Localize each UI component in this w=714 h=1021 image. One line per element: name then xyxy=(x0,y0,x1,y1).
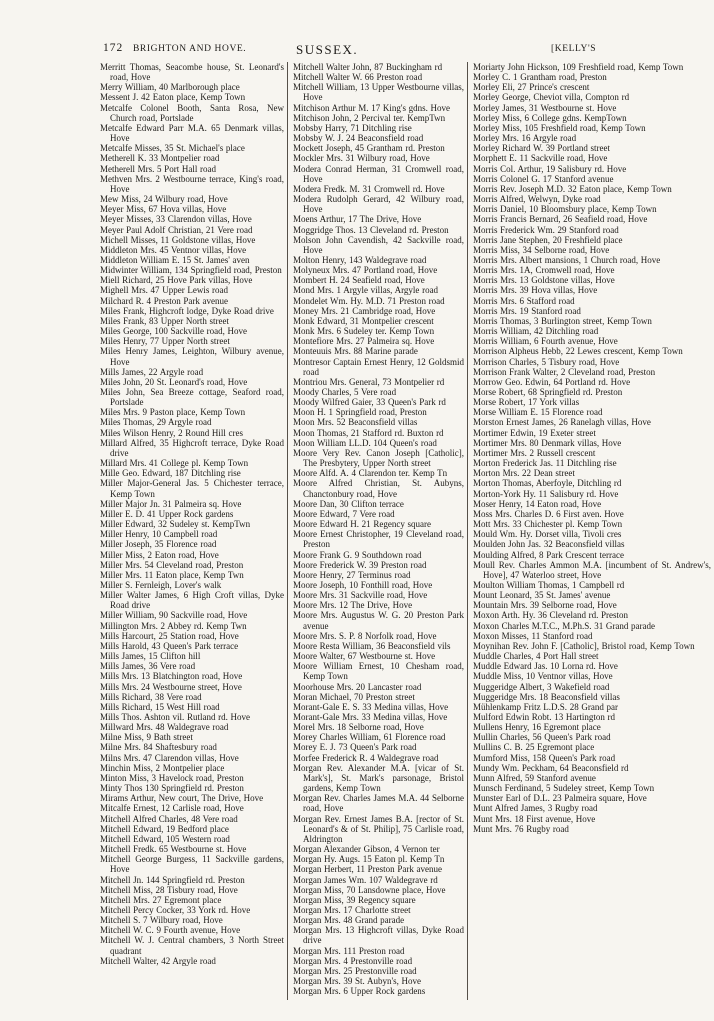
directory-entry: Moggridge Thos. 13 Cleveland rd. Preston xyxy=(293,224,449,235)
running-head xyxy=(0,42,714,62)
directory-entry: Moulden John Jas. 32 Beaconsfield villas xyxy=(473,539,625,550)
directory-entry: Miller Edward, 32 Sudeley st. KempTwn xyxy=(100,519,251,530)
directory-entry: Mitchell Mrs. 27 Egremont place xyxy=(100,894,222,905)
directory-entry: Morris Mrs. 13 Goldstone villas, Hove xyxy=(473,275,615,286)
directory-entry: Morley James, 31 Westbourne st. Hove xyxy=(473,102,617,113)
directory-entry: Meyer Misses, 33 Clarendon villas, Hove xyxy=(100,214,252,225)
directory-entry: Morey Charles William, 61 Florence road xyxy=(293,732,446,743)
directory-entry: Mighell Mrs. 47 Upper Lewis road xyxy=(100,285,228,296)
directory-entry: Moran Michael, 70 Preston street xyxy=(293,691,415,702)
directory-entry: Mitchison Arthur M. 17 King's gdns. Hove xyxy=(293,102,451,113)
directory-entry: Mills James, 22 Argyle road xyxy=(100,366,204,377)
directory-entry: Mond Mrs. 1 Argyle villas, Argyle road xyxy=(293,285,439,296)
directory-entry: Moore Frank G. 9 Southdown road xyxy=(293,549,422,560)
directory-entry: Mills Mrs. 13 Blatchington road, Hove xyxy=(100,671,243,682)
directory-entry: Moore Mrs. S. P. 8 Norfolk road, Hove xyxy=(293,630,437,641)
directory-entry: Monk Mrs. 6 Sudeley ter. Kemp Town xyxy=(293,326,435,337)
directory-entry: Milne Miss, 9 Bath street xyxy=(100,732,193,743)
directory-entry: Morton-York Hy. 11 Salisbury rd. Hove xyxy=(473,488,619,499)
directory-entry: Morrison Frank Walter, 2 Cleveland road, Preston xyxy=(473,366,656,377)
directory-entry: Mitchell Walter John, 87 Buckingham rd xyxy=(293,62,443,72)
directory-entry: Miles Frank, 83 Upper North street xyxy=(100,315,229,326)
directory-entry: Morse Robert, 68 Springfield rd. Preston xyxy=(473,387,623,397)
directory-entry: Moore Resta William, 36 Beaconsfield vils xyxy=(293,640,451,651)
directory-entry: Michell Misses, 11 Goldstone villas, Hove xyxy=(100,234,256,245)
directory-entry: Morley George, Cheviot villa, Compton rd xyxy=(473,92,630,103)
directory-entry: Methven Mrs. 2 Westbourne terrace, King's road, Hove xyxy=(100,173,284,194)
directory-entry: Mitchell W. C. 9 Fourth avenue, Hove xyxy=(100,925,241,936)
directory-entry: Mitchell Fredk. 65 Westbourne st. Hove xyxy=(100,844,247,855)
directory-entry: Miller Joseph, 35 Florence road xyxy=(100,539,217,550)
directory-entry: Mills Harold, 43 Queen's Park terrace xyxy=(100,640,239,651)
directory-entry: Montresor Captain Ernest Henry, 12 Goldsmid road xyxy=(293,356,464,377)
directory-entry: Morgan Miss, 39 Regency square xyxy=(293,894,416,905)
directory-entry: Munster Earl of D.L. 23 Palmeira square, Hove xyxy=(473,793,647,804)
directory-entry: Miller Mrs. 11 Eaton place, Kemp Twn xyxy=(100,569,244,580)
directory-entry: Moon H. 1 Springfield road, Preston xyxy=(293,407,427,418)
directory-entry: Mitchell Miss, 28 Tisbury road, Hove xyxy=(100,884,238,895)
directory-entry: Morrison Alpheus Hebb, 22 Lewes crescent, Kemp Town xyxy=(473,346,683,357)
directory-entry: Miller Henry, 10 Campbell road xyxy=(100,529,218,540)
directory-entry: Morel Mrs. 18 Selborne road, Hove xyxy=(293,722,424,733)
directory-entry: Miles George, 100 Sackville road, Hove xyxy=(100,326,248,337)
directory-entry: Millard Alfred, 35 Highcroft terrace, Dyke Road drive xyxy=(100,437,284,458)
directory-column-3 xyxy=(467,62,711,1000)
directory-entry: Muddle Charles, 4 Port Hall street xyxy=(473,651,599,662)
directory-entry: Moody Charles, 5 Vere road xyxy=(293,387,397,397)
directory-entry: Muddle Miss, 10 Ventnor villas, Hove xyxy=(473,671,613,682)
directory-entry: Morse Robert, 17 York villas xyxy=(473,397,580,408)
directory-entry: Mount Leonard, 35 St. James' avenue xyxy=(473,590,611,601)
directory-entry: Mullin Charles, 56 Queen's Park road xyxy=(473,732,611,743)
directory-entry: Miller Mrs. 54 Cleveland road, Preston xyxy=(100,559,244,570)
directory-entry: Morris William, 6 Fourth avenue, Hove xyxy=(473,336,618,347)
directory-entry: Minty Thos 130 Springfield rd. Preston xyxy=(100,783,244,794)
directory-entry: Moss Mrs. Charles D. 6 First aven. Hove xyxy=(473,508,624,519)
directory-entry: Miles Wilson Henry, 2 Round Hill cres xyxy=(100,427,244,438)
directory-entry: Moulding Alfred, 8 Park Crescent terrace xyxy=(473,549,624,560)
directory-entry: Morphett E. 11 Sackville road, Hove xyxy=(473,153,608,164)
directory-entry: Middleton Mrs. 45 Ventnor villas, Hove xyxy=(100,244,247,255)
directory-entry: Montriou Mrs. General, 73 Montpelier rd xyxy=(293,376,445,387)
directory-entry: Mulford Edwin Robt. 13 Hartington rd xyxy=(473,712,615,722)
directory-entry: Mitchell Edward, 19 Bedford place xyxy=(100,823,229,834)
directory-entry: Mockett Joseph, 45 Grantham rd. Preston xyxy=(293,143,445,154)
directory-entry: Moore Edward, 7 Vere road xyxy=(293,508,395,519)
directory-entry: Mitchell Walter, 42 Argyle road xyxy=(100,955,216,966)
directory-entry: Miller Miss, 2 Eaton road, Hove xyxy=(100,549,219,560)
directory-entry: Morley Miss, 105 Freshfield road, Kemp Town xyxy=(473,122,646,133)
directory-entry: Moon William LL.D. 104 Queen's road xyxy=(293,437,437,448)
directory-entry: Morris Thomas, 3 Burlington street, Kemp Town xyxy=(473,315,652,326)
directory-entry: Mills James, 15 Clifton hill xyxy=(100,651,201,662)
directory-entry: Mills Richard, 15 West Hill road xyxy=(100,701,220,712)
directory-entry: Mould Wm. Hy. Dorset villa, Tivoli cres xyxy=(473,529,622,540)
directory-entry: Moon Thomas, 21 Stafford rd. Buxton rd xyxy=(293,427,444,438)
directory-entry: Morant-Gale Mrs. 33 Medina villas, Hove xyxy=(293,712,448,722)
directory-entry: Moody Wilfred Gaier, 33 Queen's Park rd xyxy=(293,397,446,408)
directory-entry: Mombert H. 24 Seafield road, Hove xyxy=(293,275,425,286)
directory-entry: Mountain Mrs. 39 Selborne road, Hove xyxy=(473,600,617,611)
directory-entry: Morley Richard W. 39 Portland street xyxy=(473,143,610,154)
directory-entry: Milne Mrs. 84 Shaftesbury road xyxy=(100,742,217,753)
directory-entry: Modera Rudolph Gerard, 42 Wilbury road, Hove xyxy=(293,194,464,215)
directory-entry: Morris Mrs. 19 Stanford road xyxy=(473,305,581,316)
directory-entry: Modera Fredk. M. 31 Cromwell rd. Hove xyxy=(293,183,445,194)
directory-entry: Miller S. Fernleigh, Lover's walk xyxy=(100,579,222,590)
directory-entry: Merry William, 40 Marlborough place xyxy=(100,82,240,93)
directory-entry: Moore Ernest Christopher, 19 Cleveland road, Preston xyxy=(293,529,464,550)
directory-entry: Morris Jane Stephen, 20 Freshfield place xyxy=(473,234,623,245)
directory-entry: Mitchell Alfred Charles, 48 Vere road xyxy=(100,813,238,824)
directory-entry: Morgan Rev. Alexander M.A. [vicar of St. Mark's], St. Mark's parsonage, Bristol gardens, Kemp Town xyxy=(293,762,464,794)
directory-entry: Morley Miss, 6 College gdns. KempTown xyxy=(473,112,627,123)
directory-entry: Morris Rev. Joseph M.D. 32 Eaton place, Kemp Town xyxy=(473,183,672,194)
directory-entry: Moon Mrs. 52 Beaconsfield villas xyxy=(293,417,418,428)
directory-entry: Morgan Alexander Gibson, 4 Vernon ter xyxy=(293,844,440,855)
directory-entry: Moynihan Rev. John F. [Catholic], Bristol road, Kemp Town xyxy=(473,640,695,651)
directory-entry: Moore Alfd. A. 4 Clarendon ter. Kemp Tn xyxy=(293,468,448,479)
directory-entry: Miell Richard, 25 Hove Park villas, Hove xyxy=(100,275,253,286)
directory-entry: Millward Mrs. 48 Waldegrave road xyxy=(100,722,229,733)
directory-entry: Mirams Arthur, New court, The Drive, Hove xyxy=(100,793,264,804)
directory-entry: Miles Henry James, Leighton, Wilbury avenue, Hove xyxy=(100,346,284,367)
directory-entry: Morris Mrs. Albert mansions, 1 Church road, Hove xyxy=(473,254,661,265)
directory-entry: Morgan Rev. Charles James M.A. 44 Selborne road, Hove xyxy=(293,793,464,814)
directory-entry: Mills James, 36 Vere road xyxy=(100,661,196,672)
directory-entry: Miles Mrs. 9 Paston place, Kemp Town xyxy=(100,407,246,418)
directory-entry: Mullins C. B. 25 Egremont place xyxy=(473,742,595,753)
directory-entry: Mills Thos. Ashton vil. Rutland rd. Hove xyxy=(100,712,250,722)
directory-entry: Montefiore Mrs. 27 Palmeira sq. Hove xyxy=(293,336,435,347)
directory-entry: Morgan Mrs. 6 Upper Rock gardens xyxy=(293,986,426,997)
directory-entry: Miles John, Sea Breeze cottage, Seaford road, Portslade xyxy=(100,387,284,408)
directory-entry: Mitchell George Burgess, 11 Sackville gardens, Hove xyxy=(100,854,284,875)
directory-entry: Morley Eli, 27 Prince's crescent xyxy=(473,82,590,93)
running-head-right: [KELLY'S xyxy=(551,44,597,54)
directory-entry: Morris Colonel G. 17 Stanford avenue xyxy=(473,173,614,184)
directory-entry: Muggeridge Albert, 3 Wakefield road xyxy=(473,681,610,692)
directory-entry: Moxon Misses, 11 Stanford road xyxy=(473,630,593,641)
directory-entry: Morris Miss, 34 Selborne road, Hove xyxy=(473,244,610,255)
directory-entry: Morgan Mrs. 13 Highcroft villas, Dyke Road drive xyxy=(293,925,464,946)
directory-entry: Morgan Herbert, 11 Preston Park avenue xyxy=(293,864,442,875)
directory-column-2 xyxy=(287,62,464,1000)
directory-entry: Mitcalfe Ernest, 12 Carlisle road, Hove xyxy=(100,803,244,814)
directory-entry: Morgan Mrs. 25 Prestonville road xyxy=(293,965,417,976)
directory-entry: Morris Daniel, 10 Bloomsbury place, Kemp Town xyxy=(473,204,657,215)
directory-entry: Morgan Miss, 70 Lansdowne place, Hove xyxy=(293,884,446,895)
directory-columns xyxy=(100,62,712,1000)
directory-entry: Morris William, 42 Ditchling road xyxy=(473,326,599,337)
directory-entry: Moxon Arth. Hy. 36 Cleveland rd. Preston xyxy=(473,610,629,621)
directory-entry: Morton Mrs. 22 Dean street xyxy=(473,468,575,479)
directory-entry: Mundy Wm. Peckham, 64 Beaconsfield rd xyxy=(473,762,629,773)
running-head-left: BRIGHTON AND HOVE. xyxy=(133,44,247,54)
directory-entry: Morey E. J. 73 Queen's Park road xyxy=(293,742,417,753)
directory-entry: Molton Henry, 143 Waldegrave road xyxy=(293,254,427,265)
directory-entry: Munt Alfred James, 3 Rugby road xyxy=(473,803,598,814)
directory-entry: Morris Frederick Wm. 29 Stanford road xyxy=(473,224,619,235)
directory-entry: Morrow Geo. Edwin, 64 Portland rd. Hove xyxy=(473,376,631,387)
directory-entry: Mitchell Walter W. 66 Preston road xyxy=(293,72,423,83)
directory-entry: Moull Rev. Charles Ammon M.A. [incumbent of St. Andrew's, Hove], 47 Waterloo street, Hove xyxy=(473,559,711,580)
directory-entry: Merritt Thomas, Seacombe house, St. Leonard's road, Hove xyxy=(100,62,284,83)
directory-entry: Milns Mrs. 47 Clarendon villas, Hove xyxy=(100,752,239,763)
directory-entry: Morgan Mrs. 4 Prestonville road xyxy=(293,955,413,966)
directory-entry: Moens Arthur, 17 The Drive, Hove xyxy=(293,214,422,225)
directory-entry: Mortimer Mrs. 80 Denmark villas, Hove xyxy=(473,437,622,448)
directory-entry: Mitchell Percy Cocker, 33 York rd. Hove xyxy=(100,904,251,915)
directory-entry: Molyneux Mrs. 47 Portland road, Hove xyxy=(293,265,438,276)
directory-entry: Modera Conrad Herman, 31 Cromwell road, Hove xyxy=(293,163,464,184)
directory-entry: Miller Walter James, 6 High Croft villas, Dyke Road drive xyxy=(100,590,284,611)
directory-entry: Munt Mrs. 76 Rugby road xyxy=(473,823,569,834)
directory-entry: Moore Henry, 27 Terminus road xyxy=(293,569,411,580)
directory-entry: Morton Frederick Jas. 11 Ditchling rise xyxy=(473,458,617,469)
directory-entry: Morrison Charles, 5 Tisbury road, Hove xyxy=(473,356,620,367)
directory-entry: Mühlenkamp Fritz L.D.S. 28 Grand par xyxy=(473,701,618,712)
directory-entry: Mondelet Wm. Hy. M.D. 71 Preston road xyxy=(293,295,445,306)
directory-entry: Metcalfe Misses, 35 St. Michael's place xyxy=(100,143,245,154)
directory-entry: Miller William, 90 Sackville road, Hove xyxy=(100,610,248,621)
directory-entry: Mullens Henry, 16 Egremont place xyxy=(473,722,601,733)
directory-entry: Mockler Mrs. 31 Wilbury road, Hove xyxy=(293,153,430,164)
directory-entry: Morton Thomas, Aberfoyle, Ditchling rd xyxy=(473,478,622,489)
directory-entry: Mortimer Mrs. 2 Russell crescent xyxy=(473,447,596,458)
directory-entry: Monteuuis Mrs. 88 Marine parade xyxy=(293,346,418,357)
directory-entry: Miller E. D. 41 Upper Rock gardens xyxy=(100,508,234,519)
directory-entry: Minchin Miss, 2 Montpelier place xyxy=(100,762,225,773)
directory-entry: Middleton William E. 15 St. James' aven xyxy=(100,254,250,265)
directory-entry: Money Mrs. 21 Cambridge road, Hove xyxy=(293,305,436,316)
directory-entry: Morris Col. Arthur, 19 Salisbury rd. Hove xyxy=(473,163,627,174)
directory-entry: Metherell K. 33 Montpelier road xyxy=(100,153,220,164)
directory-entry: Mott Mrs. 33 Chichester pl. Kemp Town xyxy=(473,519,623,530)
directory-entry: Morgan James Wm. 107 Waldegrave rd xyxy=(293,874,438,885)
directory-entry: Mills Mrs. 24 Westbourne street, Hove xyxy=(100,681,242,692)
directory-entry: Moser Henry, 14 Eaton road, Hove xyxy=(473,498,602,509)
directory-entry: Miles Thomas, 29 Argyle road xyxy=(100,417,212,428)
directory-entry: Moore Joseph, 10 Fonthill road, Hove xyxy=(293,579,433,590)
directory-entry: Morston Ernest James, 26 Ranelagh villas, Hove xyxy=(473,417,651,428)
directory-entry: Molson John Cavendish, 42 Sackville road, Hove xyxy=(293,234,464,255)
directory-entry: Millington Mrs. 2 Abbey rd. Kemp Twn xyxy=(100,620,247,631)
directory-entry: Metcalfe Edward Parr M.A. 65 Denmark villas, Hove xyxy=(100,122,284,144)
directory-entry: Mills Harcourt, 25 Station road, Hove xyxy=(100,630,239,641)
directory-entry: Morgan Mrs. 111 Preston road xyxy=(293,945,405,956)
directory-entry: Mitchell Edward, 105 Western road xyxy=(100,833,230,844)
directory-entry: Mille Geo. Edward, 187 Ditchling rise xyxy=(100,468,241,479)
directory-entry: Morris Mrs. 39 Hova villas, Hove xyxy=(473,285,598,296)
directory-entry: Mills Richard, 38 Vere road xyxy=(100,691,202,702)
directory-entry: Millard Mrs. 41 College pl. Kemp Town xyxy=(100,458,249,469)
directory-entry: Miller Major-General Jas. 5 Chichester terrace, Kemp Town xyxy=(100,478,284,499)
directory-entry: Muddle Edward Jas. 10 Lorna rd. Hove xyxy=(473,661,618,672)
directory-entry: Mitchell S. 7 Wilbury road, Hove xyxy=(100,915,223,926)
directory-entry: Midwinter William, 134 Springfield road, Preston xyxy=(100,265,282,276)
directory-entry: Munsch Ferdinand, 5 Sudeley street, Kemp Town xyxy=(473,783,655,794)
directory-entry: Moore Frederick W. 39 Preston road xyxy=(293,559,427,570)
directory-entry: Morgan Mrs. 17 Charlotte street xyxy=(293,904,411,915)
directory-entry: Morgan Mrs. 39 St. Aubyn's, Hove xyxy=(293,976,421,987)
running-head-center: SUSSEX. xyxy=(296,42,359,57)
directory-entry: Moore Walter, 67 Westbourne st. Hove xyxy=(293,651,436,662)
directory-entry: Morant-Gale E. S. 33 Medina villas, Hove xyxy=(293,701,449,712)
directory-entry: Morris Mrs. 1A, Cromwell road, Hove xyxy=(473,265,615,276)
directory-entry: Miles Henry, 77 Upper North street xyxy=(100,336,230,347)
directory-entry: Moore Dan, 30 Clifton terrace xyxy=(293,498,404,509)
directory-entry: Morris Francis Bernard, 26 Seafield road, Hove xyxy=(473,214,648,225)
directory-entry: Mitchell Jn. 144 Springfield rd. Preston xyxy=(100,874,245,885)
directory-entry: Morley Mrs. 16 Argyle road xyxy=(473,133,577,144)
directory-entry: Morfee Frederick R. 4 Waldegrave road xyxy=(293,752,439,763)
directory-entry: Metcalfe Colonel Booth, Santa Rosa, New Church road, Portslade xyxy=(100,102,284,123)
directory-entry: Milchard R. 4 Preston Park avenue xyxy=(100,295,228,306)
directory-entry: Moore Edward H. 21 Regency square xyxy=(293,519,431,530)
directory-entry: Morgan Rev. Ernest James B.A. [rector of St. Leonard's & of St. Philip], 75 Carlisle road, Aldrington xyxy=(293,813,464,844)
directory-entry: Morris Mrs. 6 Stafford road xyxy=(473,295,575,306)
directory-entry: Meyer Paul Adolf Christian, 21 Vere road xyxy=(100,224,253,235)
directory-entry: Moore Very Rev. Canon Joseph [Catholic], The Presbytery, Upper North street xyxy=(293,447,464,469)
directory-entry: Mitchell William, 13 Upper Westbourne villas, Hove xyxy=(293,82,464,103)
directory-entry: Monk Edward, 31 Montpelier crescent xyxy=(293,315,434,326)
directory-entry: Mitchison John, 2 Percival ter. KempTwn xyxy=(293,112,446,123)
directory-entry: Moore Alfred Christian, St. Aubyns, Chanctonbury road, Hove xyxy=(293,478,464,499)
directory-entry: Munn Alfred, 59 Stanford avenue xyxy=(473,772,596,783)
directory-entry: Messent J. 42 Eaton place, Kemp Town xyxy=(100,92,246,103)
directory-entry: Minton Miss, 3 Havelock road, Preston xyxy=(100,772,244,783)
directory-entry: Moore Mrs. 31 Sackville road, Hove xyxy=(293,590,428,601)
directory-entry: Moxon Charles M.T.C., M.Ph.S. 31 Grand parade xyxy=(473,620,655,631)
directory-entry: Mobsby W. J. 24 Beaconsfield road xyxy=(293,133,424,144)
directory-entry: Mitchell W. J. Central chambers, 3 North Street quadrant xyxy=(100,935,284,956)
directory-entry: Morgan Mrs. 48 Grand parade xyxy=(293,915,405,926)
directory-entry: Moore Mrs. 12 The Drive, Hove xyxy=(293,600,413,611)
directory-entry: Miller Major Jn. 31 Palmeira sq. Hove xyxy=(100,498,242,509)
directory-entry: Moore William Ernest, 10 Chesham road, Kemp Town xyxy=(293,661,464,682)
directory-entry: Miles Frank, Highcroft lodge, Dyke Road drive xyxy=(100,305,274,316)
directory-entry: Morse William E. 15 Florence road xyxy=(473,407,603,418)
directory-entry: Moulton William Thomas, 1 Campbell rd xyxy=(473,579,625,590)
directory-entry: Morris Alfred, Welwyn, Dyke road xyxy=(473,194,601,205)
directory-entry: Munt Mrs. 18 First avenue, Hove xyxy=(473,813,596,824)
directory-entry: Morley C. 1 Grantham road, Preston xyxy=(473,72,607,83)
directory-entry: Meyer Miss, 67 Hova villas, Hove xyxy=(100,204,227,215)
directory-entry: Mumford Miss, 158 Queen's Park road xyxy=(473,752,616,763)
directory-entry: Moore Mrs. Augustus W. G. 20 Preston Park avenue xyxy=(293,610,464,631)
directory-entry: Moriarty John Hickson, 109 Freshfield road, Kemp Town xyxy=(473,62,684,72)
directory-entry: Metherell Mrs. 5 Port Hall road xyxy=(100,163,216,174)
directory-entry: Mobsby Harry, 71 Ditchling rise xyxy=(293,122,412,133)
directory-entry: Mew Miss, 24 Wilbury road, Hove xyxy=(100,194,228,205)
directory-entry: Miles John, 20 St. Leonard's road, Hove xyxy=(100,376,248,387)
page-number: 172 xyxy=(103,42,124,54)
directory-column-1 xyxy=(100,62,284,1000)
directory-entry: Mortimer Edwin, 19 Exeter street xyxy=(473,427,596,438)
directory-entry: Moorhouse Mrs. 20 Lancaster road xyxy=(293,681,422,692)
directory-entry: Muggeridge Mrs. 18 Beaconsfield villas xyxy=(473,691,620,702)
directory-entry: Morgan Hy. Augs. 15 Eaton pl. Kemp Tn xyxy=(293,854,445,865)
